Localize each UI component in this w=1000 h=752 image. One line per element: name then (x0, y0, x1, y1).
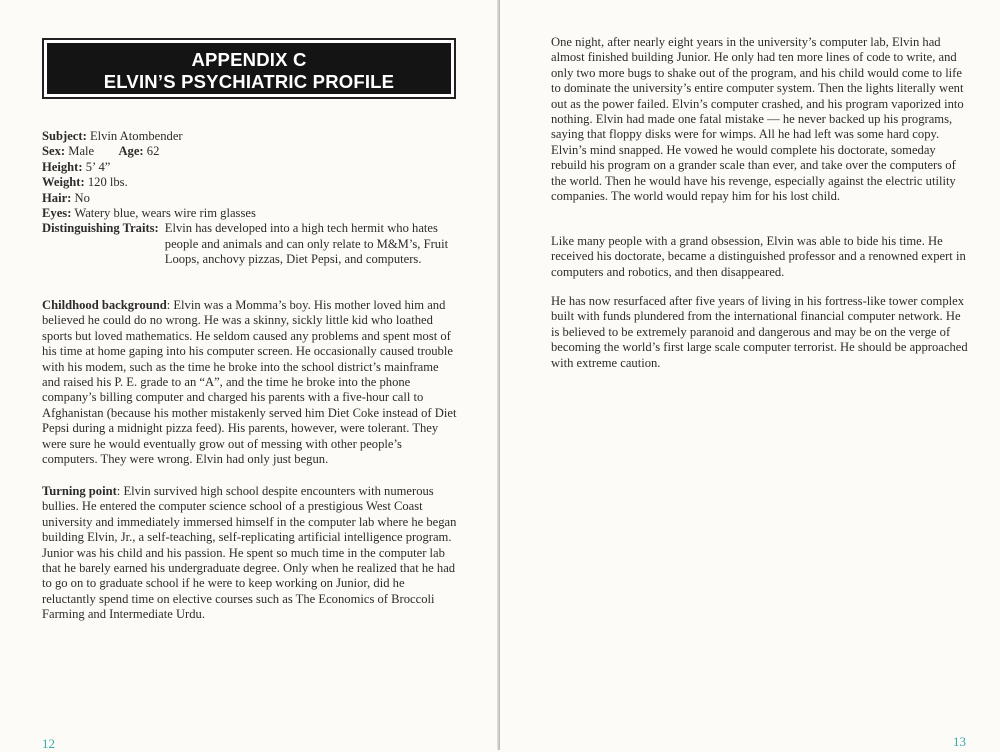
subject-row (42, 129, 462, 144)
eyes-label: Eyes: (42, 206, 72, 221)
appendix-banner (42, 38, 456, 99)
age-value: 62 (146, 144, 160, 159)
eyes-value: Watery blue, wears wire rim glasses (74, 206, 256, 221)
childhood-paragraph (42, 298, 457, 467)
sex-label: Sex: (42, 144, 66, 159)
sex-value: Male (68, 144, 95, 159)
weight-row (42, 175, 462, 190)
weight-value: 120 lbs. (87, 175, 128, 190)
height-value: 5’ 4” (85, 159, 111, 174)
profile-fields (42, 129, 462, 268)
childhood-text: : Elvin was a Momma’s boy. His mother loved him and believed he could do no wrong. He was a skinny, sickly little kid who loathed sports but loved mathematics. He seldom caused any problems and spent most of his time at home gaping into his computer screen. He occasionally caused trouble with his modem, such as the time he broke into the school district’s mainframe and raised his P. E. grade to an “A”, and the time he broke into the phone company’s billing computer and charged his parents with a five-hour call to Afghanistan (because his mother mistakenly served him Diet Coke instead of Diet Pepsi during a midnight pizza feed). His parents, however, were tolerant. They were sure he would eventually grow out of messing with other people’s computers. They were wrong. Elvin had only just begun. (42, 298, 457, 467)
banner-line-2: ELVIN’S PSYCHIATRIC PROFILE (103, 71, 395, 92)
banner-line-1: APPENDIX C (191, 49, 307, 70)
traits-row (42, 221, 462, 267)
age-label: Age: (118, 144, 144, 159)
left-page (0, 0, 500, 750)
subject-value: Elvin Atombender (89, 129, 183, 143)
traits-label: Distinguishing Traits: (42, 221, 159, 236)
childhood-label: Childhood background (42, 298, 167, 312)
right-paragraph-2: Like many people with a grand obsession, Elvin was able to bide his time. He received his doctorate, became a distinguished professor and a renowned expert in computers and robotics, and then disappeared. (551, 234, 966, 279)
traits-value (159, 221, 455, 267)
turning-point-paragraph (42, 484, 457, 623)
traits-value-first: Elvin has developed into a high tech hermit who hates (164, 221, 438, 236)
traits-value-rest: people and animals and can only relate to M&M’s, Fruit Loops, anchovy pizzas, Diet Pepsi, and computers. (164, 236, 449, 267)
turning-point-label: Turning point (42, 484, 117, 498)
right-paragraph-1: One night, after nearly eight years in the university’s computer lab, Elvin had almost finished building Junior. He only had ten more lines of code to write, and only two more bugs to shake out of the program, and his child would come to life to dominate the university’s entire computer system. Then the lights literally went out as the power failed. Elvin’s computer crashed, and his program vaporized into nothing. Elvin had made one fatal mistake — he never backed up his programs, saying that floppy disks were for wimps. All he had left was some hard copy. Elvin’s mind snapped. He vowed he would complete his doctorate, someday rebuild his program on a grander scale than ever, and take over the computers of the world. Then he would have his revenge, especially against the electric utility companies. The world would repay him for his lost child. (551, 35, 964, 204)
banner-title (47, 43, 451, 94)
height-row (42, 160, 462, 175)
hair-value: No (74, 190, 90, 205)
weight-label: Weight: (42, 175, 85, 190)
subject-label: Subject: (42, 129, 87, 143)
page-number-right: 13 (953, 734, 966, 749)
right-paragraph-3: He has now resurfaced after five years of living in his fortress-like tower complex built with funds plundered from the international financial computer network. He is believed to be extremely paranoid and dangerous and may be on the verge of becoming the world’s first large scale computer terrorist. He should be approached with extreme caution. (551, 294, 968, 370)
page-number-left: 12 (42, 736, 55, 751)
turning-point-text: : Elvin survived high school despite encounters with numerous bullies. He entered the computer science school of a prestigious West Coast university and immediately immersed himself in the computer lab where he began building Elvin, Jr., a self-teaching, self-replicating artificial intelligence program. Junior was his child and his passion. He spent so much time in the computer lab that he barely earned his undergraduate degree. Only when he realized that he had to go on to graduate school if he were to keep working on Junior, did he reluctantly spend time on elective courses such as The Economics of Broccoli Farming and Intermediate Urdu. (42, 484, 457, 622)
sex-age-row (42, 144, 462, 159)
hair-row (42, 191, 462, 206)
eyes-row (42, 206, 462, 221)
hair-label: Hair: (42, 190, 72, 205)
height-label: Height: (42, 159, 83, 174)
